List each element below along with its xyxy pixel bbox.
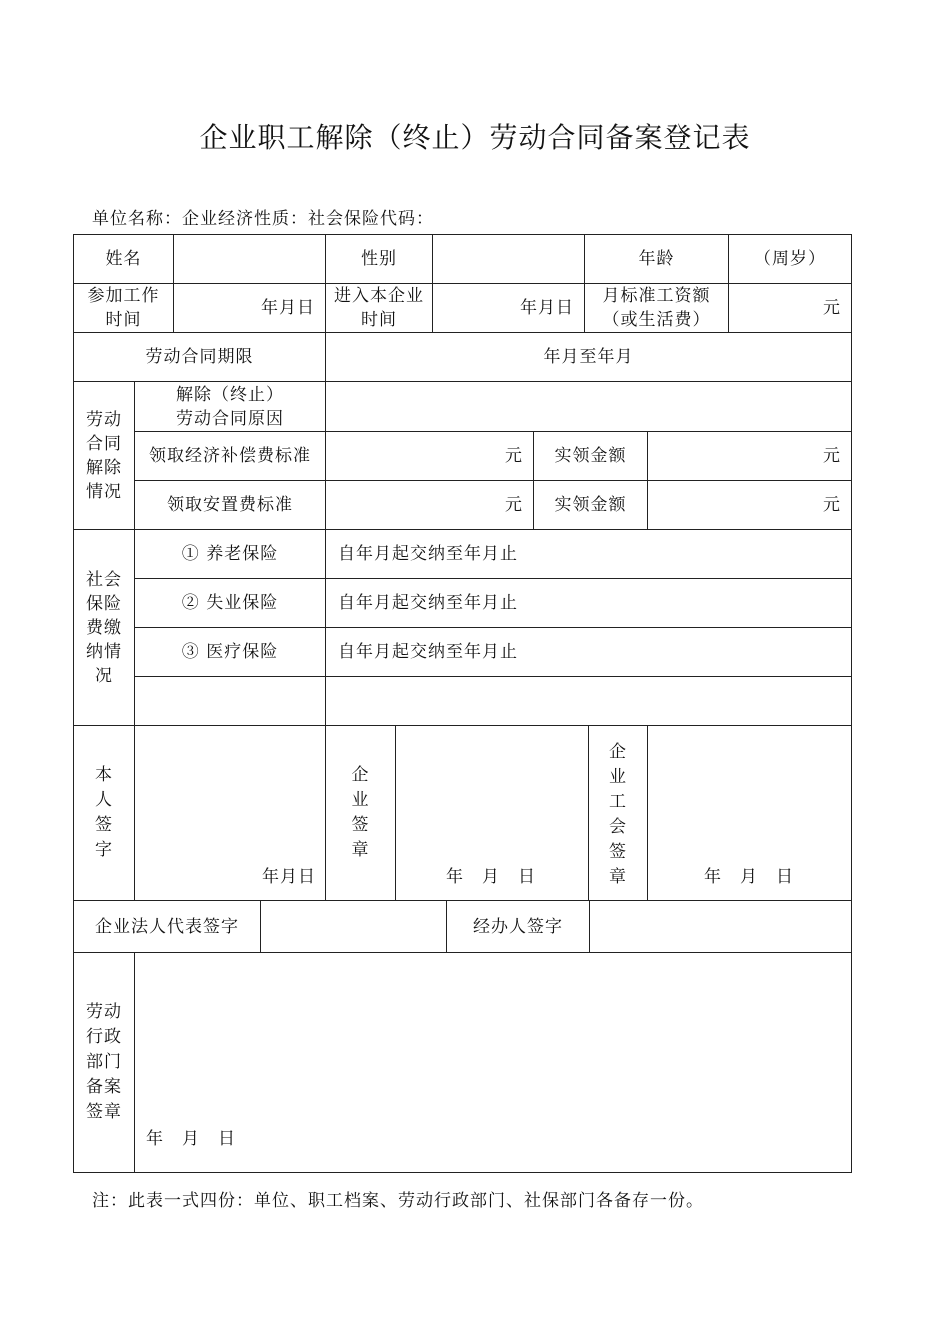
join-date-label: 进入本企业时间 xyxy=(334,286,424,330)
compensation-field[interactable]: 元 xyxy=(505,446,523,466)
compensation-label: 领取经济补偿费标准 xyxy=(149,446,311,466)
company-seal-date: 年 月 日 xyxy=(446,867,536,887)
legal-rep-signature-field[interactable] xyxy=(261,901,446,952)
unemployment-insurance-label: ② 失业保险 xyxy=(181,593,279,613)
actual-amount-label-1: 实领金额 xyxy=(554,446,627,466)
legal-rep-label: 企业法人代表签字 xyxy=(95,916,239,937)
age-unit: （周岁） xyxy=(754,249,826,269)
termination-reason-label xyxy=(135,382,325,431)
resettlement-field[interactable]: 元 xyxy=(505,495,523,515)
salary-label: 月标准工资额（或生活费） xyxy=(602,286,711,330)
union-seal-date: 年 月 日 xyxy=(704,867,794,887)
unemployment-insurance-field[interactable]: 自年月起交纳至年月止 xyxy=(338,593,518,613)
self-signature-label: 本人签字 xyxy=(95,765,113,860)
insurance-group-label: 社会保险费缴纳情况 xyxy=(86,569,122,686)
termination-reason-line2: 劳动合同原因 xyxy=(176,408,284,429)
handler-label: 经办人签字 xyxy=(473,916,563,937)
pension-insurance-field[interactable]: 自年月起交纳至年月止 xyxy=(338,544,518,564)
medical-insurance-field[interactable]: 自年月起交纳至年月止 xyxy=(338,642,518,662)
work-start-field[interactable]: 年月日 xyxy=(261,298,315,318)
actual-amount-label-2: 实领金额 xyxy=(554,495,627,515)
pension-insurance-label: ① 养老保险 xyxy=(181,544,279,564)
self-signature-date: 年月日 xyxy=(262,867,316,887)
age-label: 年龄 xyxy=(638,249,675,269)
salary-field[interactable]: 元 xyxy=(823,298,841,318)
name-label: 姓名 xyxy=(105,249,142,269)
unit-info-line: 单位名称：企业经济性质：社会保险代码： xyxy=(92,209,434,229)
gender-field[interactable] xyxy=(433,235,584,283)
extra-insurance-label[interactable] xyxy=(135,677,325,725)
medical-insurance-label: ③ 医疗保险 xyxy=(181,642,279,662)
actual-amount-field-2[interactable]: 元 xyxy=(823,495,841,515)
actual-amount-field-1[interactable]: 元 xyxy=(823,446,841,466)
join-date-field[interactable]: 年月日 xyxy=(520,298,574,318)
labor-dept-filing-label: 劳动行政部门备案签章 xyxy=(86,1002,122,1122)
resettlement-label: 领取安置费标准 xyxy=(167,495,293,515)
labor-dept-filing-date: 年 月 日 xyxy=(146,1129,236,1149)
form-title: 企业职工解除（终止）劳动合同备案登记表 xyxy=(199,121,751,154)
termination-reason-field[interactable] xyxy=(326,382,851,431)
union-seal-label: 企业工会签章 xyxy=(609,742,627,887)
termination-group-label: 劳动合同解除情况 xyxy=(86,409,122,502)
footnote: 注：此表一式四份：单位、职工档案、劳动行政部门、社保部门各备存一份。 xyxy=(92,1191,704,1211)
termination-reason-line1: 解除（终止） xyxy=(176,384,284,405)
labor-dept-filing-field[interactable] xyxy=(135,953,851,1172)
name-field[interactable] xyxy=(174,235,325,283)
contract-term-field[interactable]: 年月至年月 xyxy=(543,347,634,367)
handler-signature-field[interactable] xyxy=(590,901,851,952)
contract-term-label: 劳动合同期限 xyxy=(145,347,254,367)
work-start-label: 参加工作时间 xyxy=(87,286,160,330)
extra-insurance-field[interactable] xyxy=(326,677,851,725)
company-seal-label: 企业签章 xyxy=(351,765,370,860)
age-field[interactable] xyxy=(729,235,851,283)
gender-label: 性别 xyxy=(361,249,397,269)
